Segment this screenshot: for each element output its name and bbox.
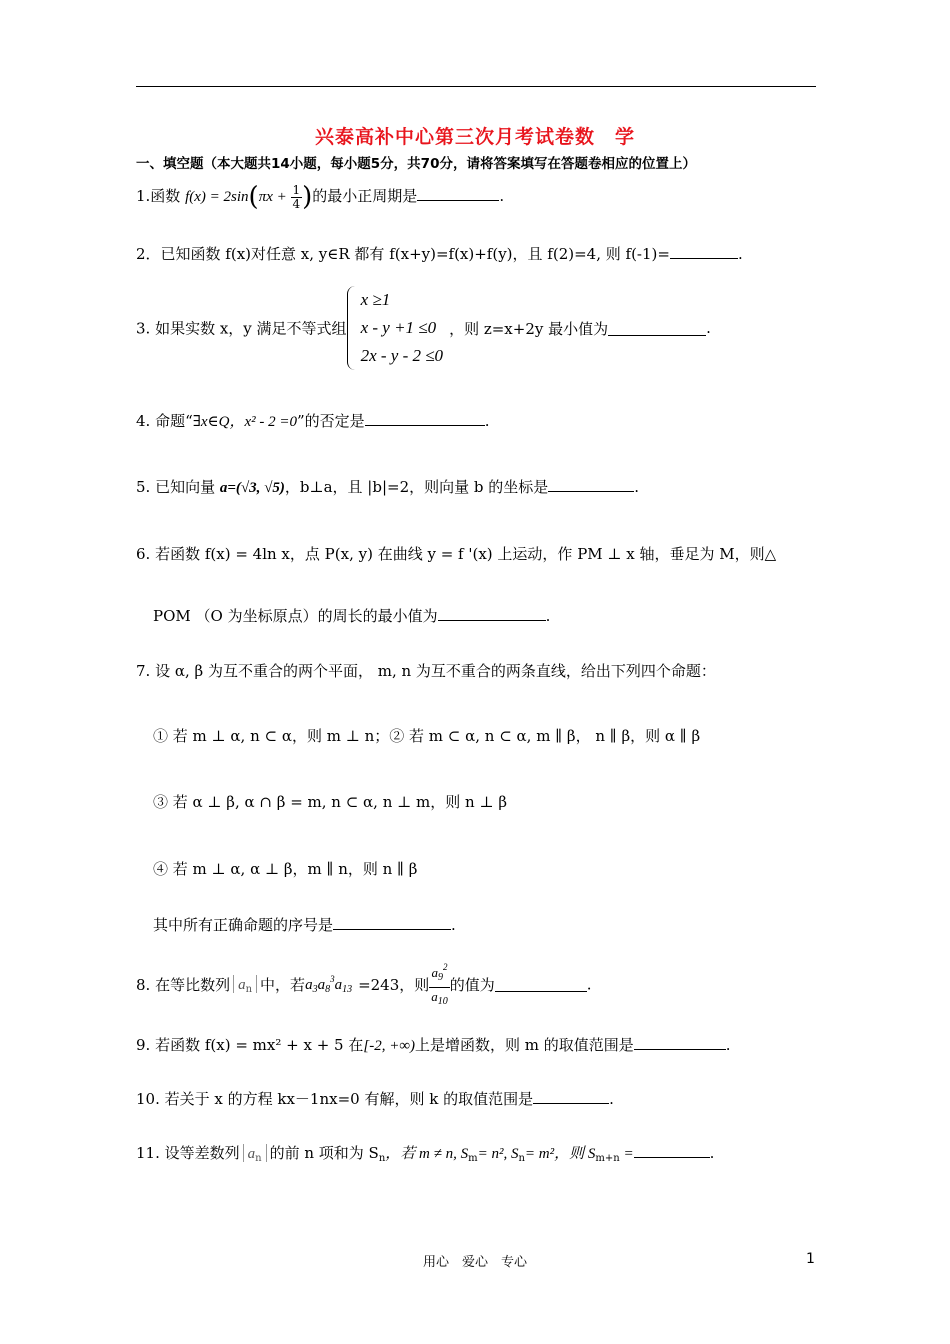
question-7-intro: 7. 设 α, β 为互不重合的两个平面， m, n 为互不重合的两条直线，给出下列四个命题： [136,662,716,680]
q8-answer-blank[interactable] [495,977,587,992]
q2-end: . [737,245,743,263]
q8-fraction-den [429,988,450,1011]
page-number: 1 [806,1251,815,1267]
q11-cond-sub-1: m [468,1153,478,1164]
q11-mid-sub: n [378,1153,386,1164]
q1-right-paren: ) [302,182,313,212]
q8-seq-sub: n [245,983,253,995]
q1-left-paren: ( [248,182,259,212]
q6-answer-blank[interactable] [438,606,546,621]
question-9 [136,1034,731,1055]
q1-inner: πx + [258,189,291,205]
question-8 [136,958,592,1011]
q4-proposition: ∃x∈Q，x² - 2 =0 [192,414,298,430]
q8-fraction [429,958,450,1011]
q6-end: . [545,607,551,625]
q8-seq-letter: a [238,976,246,993]
q1-fraction-den: 4 [292,196,301,211]
q11-cond: ，若 m ≠ n, S [385,1146,469,1162]
q3-ineq-3: 2x - y - 2 ≤0 [360,346,444,365]
q1-prefix: 1.函数 [136,187,181,205]
q8-num-sup: 2 [443,962,448,972]
q3-end: . [706,319,711,337]
q3-inequality-system [347,286,444,370]
q4-suffix: ”的否定是 [297,412,365,430]
q8-suffix: 的值为 [449,976,495,994]
q9-interval: [-2, +∞) [363,1038,416,1054]
q8-den-sub: 10 [437,996,448,1007]
q8-condition-terms: $a_3a_8^3a_{13}$ [305,974,353,995]
question-7-props-1-2: ① 若 m ⊥ α, n ⊂ α，则 m ⊥ n；② 若 m ⊂ α, n ⊂ α, m ∥ β， n ∥ β，则 α ∥ β [153,727,701,745]
header-rule [136,86,816,87]
q5-answer-blank[interactable] [548,477,634,492]
question-2 [136,243,743,264]
question-11 [136,1142,714,1164]
q11-cond-2: = n², S [477,1146,519,1162]
question-7-prop-4: ④ 若 m ⊥ α, α ⊥ β，m ∥ n，则 n ∥ β [153,860,418,878]
q3-ineq-1: x ≥1 [360,290,391,309]
q4-answer-blank[interactable] [365,411,485,426]
question-3 [136,286,711,370]
question-6-line-2 [153,605,550,626]
q9-answer-blank[interactable] [634,1035,726,1050]
q3-answer-blank[interactable] [608,321,706,336]
q1-fraction [291,184,303,211]
q3-brace [347,286,358,370]
q11-sequence [243,1144,267,1162]
q8-end: . [586,975,592,994]
q7-answer-blank[interactable] [333,915,451,930]
q8-num-sub: 9 [438,972,444,983]
q3-ineq-2: x - y +1 ≤0 [360,318,437,337]
q4-prefix: 4. 命题“ [136,412,193,430]
section-heading: 一、填空题（本大题共14小题，每小题5分，共70分，请将答案填写在答题卷相应的位置上） [136,156,696,172]
question-7-ask [153,914,456,935]
q3-suffix: ，则 z=x+2y 最小值为 [449,319,609,338]
q2-text: 2．已知函数 f(x)对任意 x, y∈R 都有 f(x+y)=f(x)+f(y)，且 f(2)=4, 则 f(-1)= [136,245,670,263]
q11-cond-4: = [619,1146,634,1162]
q1-answer-blank[interactable] [417,186,499,201]
question-6-line-1: 6. 若函数 f(x) = 4ln x，点 P(x, y) 在曲线 y = f '(x) 上运动，作 PM ⊥ x 轴，垂足为 M，则△ [136,545,777,563]
q9-end: . [725,1036,731,1054]
q1-fraction-num: 1 [292,182,301,197]
q10-end: . [609,1090,614,1108]
q11-prefix: 11. 设等差数列 [136,1144,240,1162]
q11-cond-sub-2: n [518,1153,525,1164]
q11-cond-3: = m²，则 S [524,1146,596,1162]
q3-prefix: 3. 如果实数 x，y 满足不等式组 [136,319,347,338]
question-4 [136,410,489,431]
question-5 [136,476,639,497]
q9-suffix: 上是增函数，则 m 的取值范围是 [415,1036,634,1054]
q5-end: . [634,478,640,496]
q7-end: . [451,916,456,934]
q6-line-2-text: POM （O 为坐标原点）的周长的最小值为 [153,607,438,625]
q5-mid: ，b⊥a，且 |b|=2，则向量 b 的坐标是 [284,478,549,496]
q1-function: f(x) = 2sin [185,189,249,205]
q1-suffix: 的最小正周期是 [312,187,418,205]
q1-end: . [499,187,505,205]
q8-sequence [233,975,257,993]
q4-end: . [484,412,490,430]
q11-cond-sub-3: m+n [595,1153,620,1164]
q11-mid: 的前 n 项和为 S [269,1144,379,1162]
question-7-prop-3: ③ 若 α ⊥ β, α ∩ β = m, n ⊂ α, n ⊥ m，则 n ⊥ β [153,793,507,811]
question-10 [136,1088,614,1109]
q8-fraction-num [429,958,450,988]
q8-den-letter: a [431,989,438,1004]
q2-answer-blank[interactable] [670,244,738,259]
q5-prefix: 5. 已知向量 [136,478,220,496]
q11-answer-blank[interactable] [634,1143,710,1158]
q10-answer-blank[interactable] [533,1089,609,1104]
q8-num-letter: a [431,965,439,980]
page-title: 兴泰高补中心第三次月考试卷数 学 [314,126,635,148]
q7-ask-text: 其中所有正确命题的序号是 [153,916,334,934]
q11-seq-letter: a [247,1146,256,1162]
q9-prefix: 9. 若函数 f(x) = mx² + x + 5 在 [136,1036,364,1054]
q11-seq-sub: n [255,1153,262,1164]
q8-prefix: 8. 在等比数列 [136,976,231,994]
q10-text: 10. 若关于 x 的方程 kx－1nx=0 有解，则 k 的取值范围是 [136,1090,534,1108]
q8-mid: 中，若 [260,976,306,994]
question-1 [136,182,504,212]
q8-condition: =243，则 [358,976,430,994]
q11-end: . [709,1144,715,1162]
page-footer: 用心 爱心 专心 [422,1255,527,1270]
q5-vector: a=(√3, √5) [219,480,285,496]
